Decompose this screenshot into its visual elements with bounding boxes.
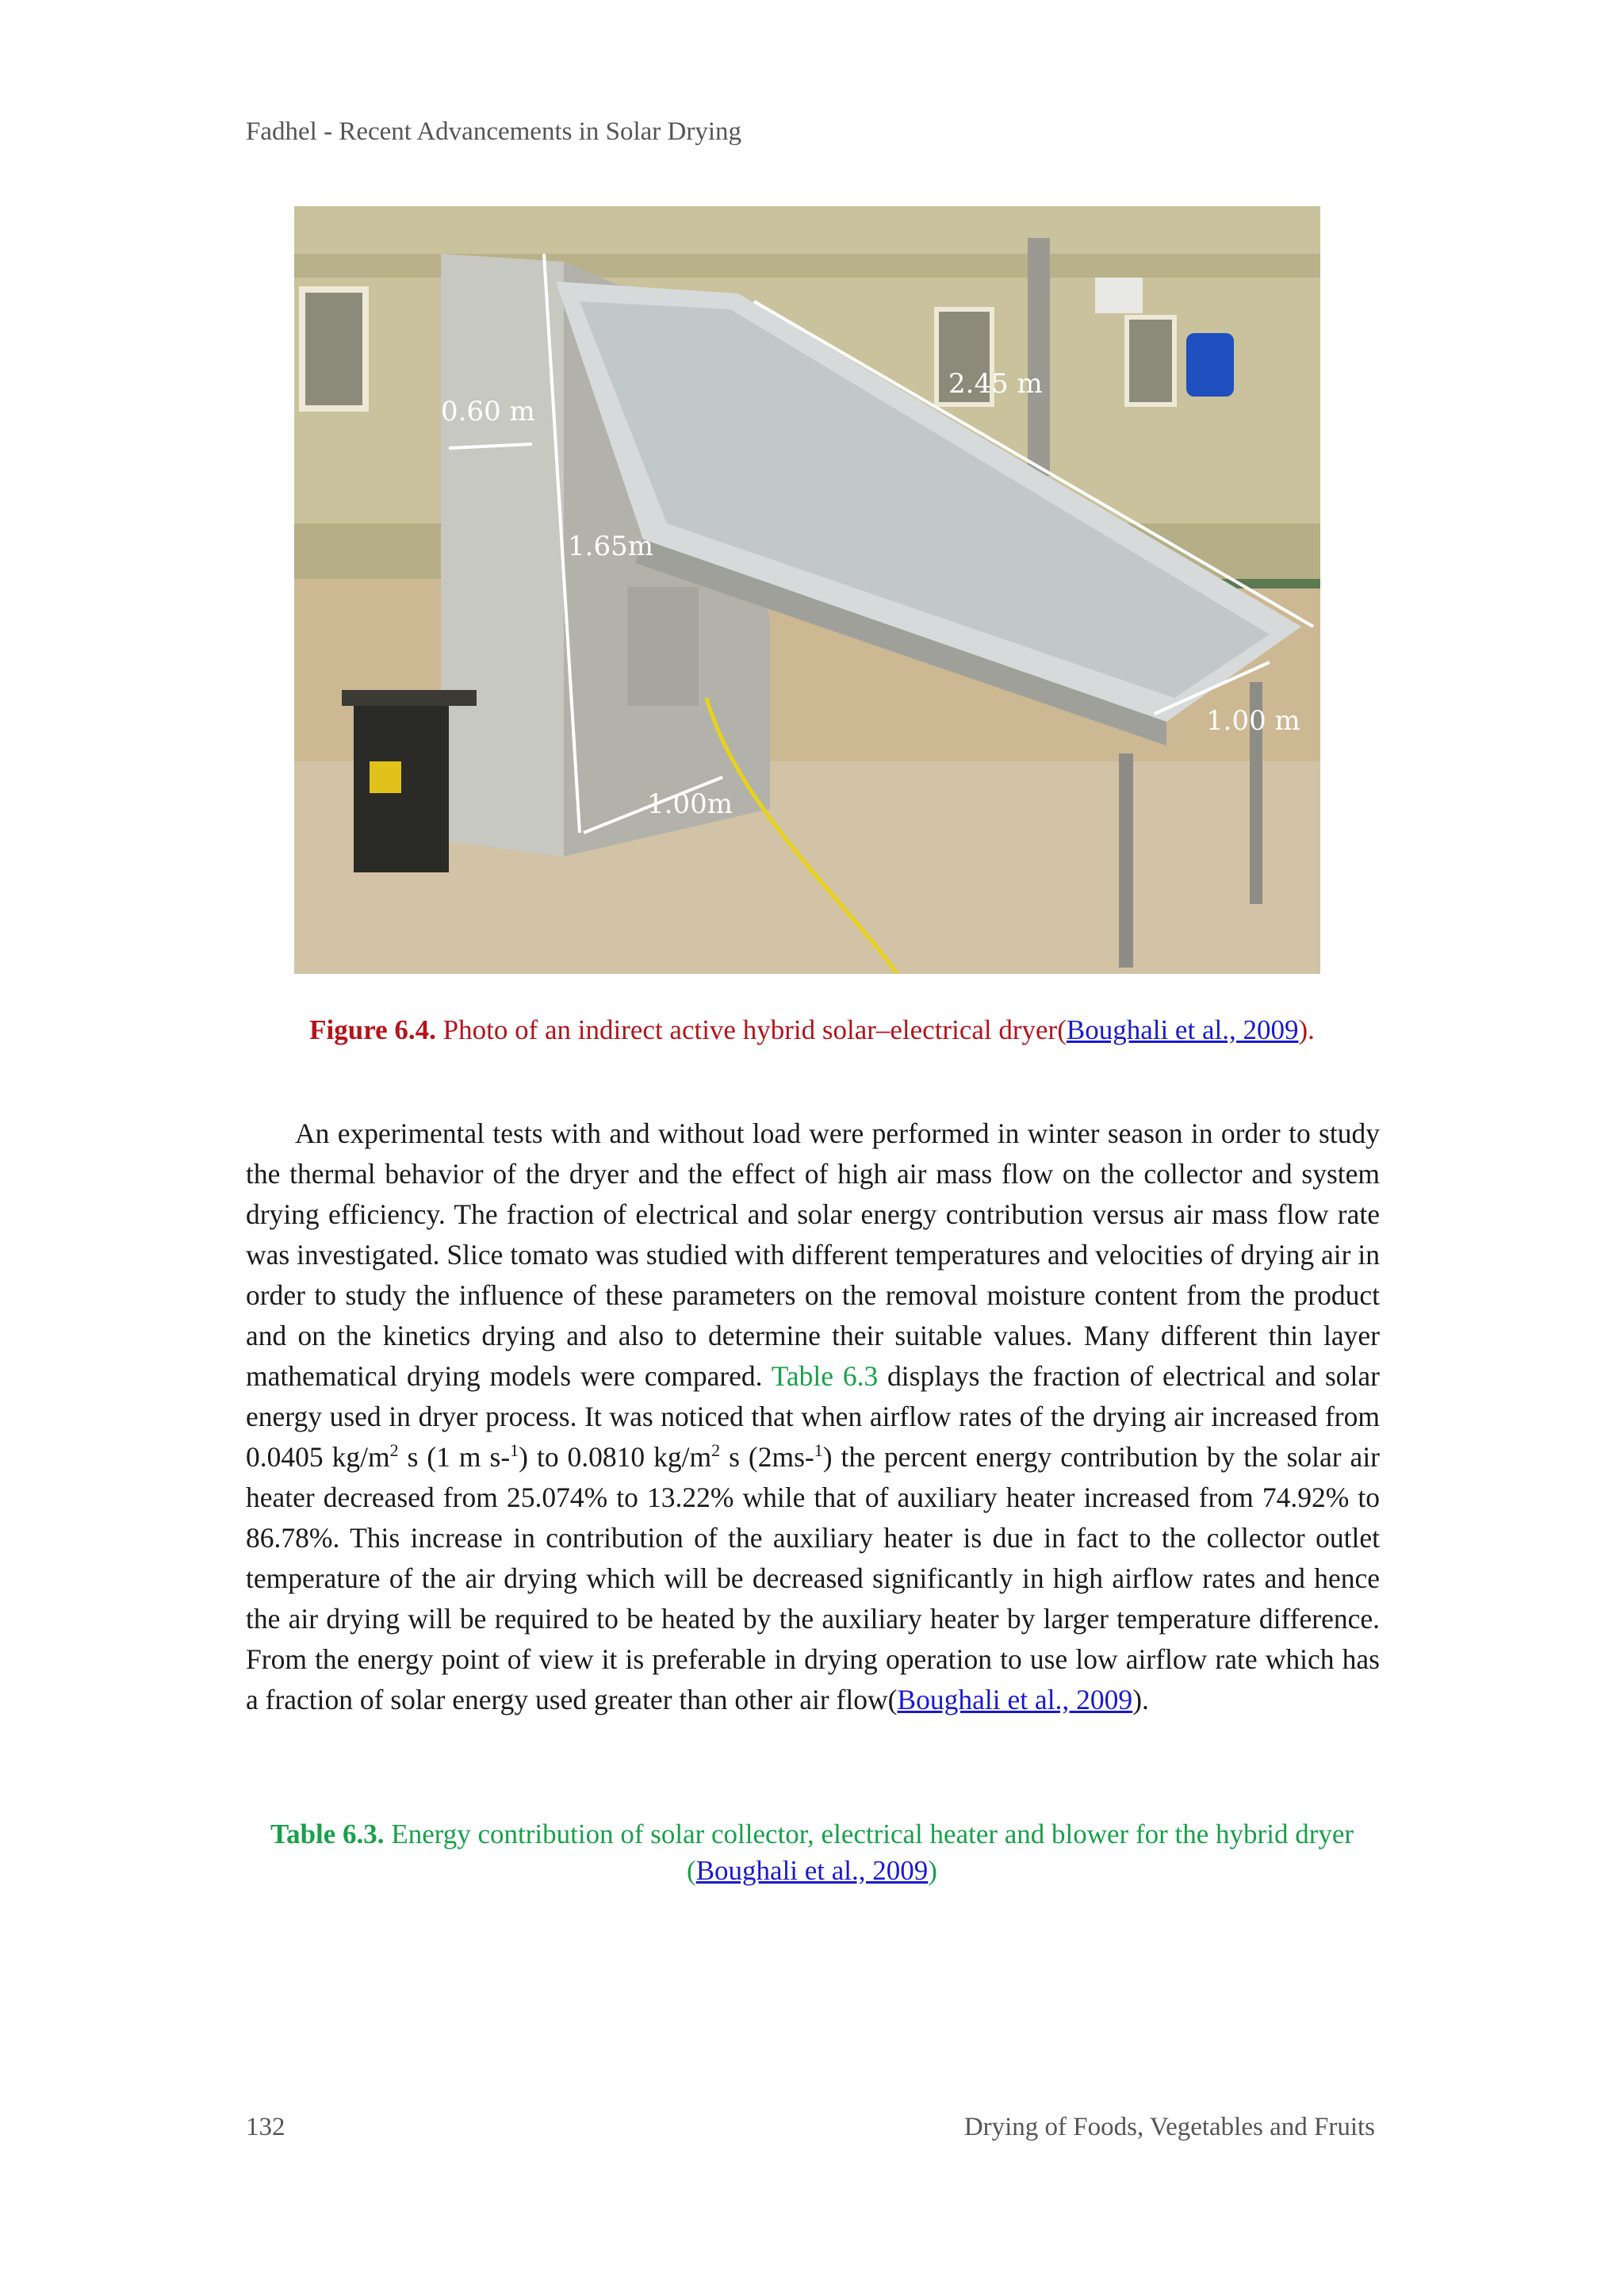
superscript: 1 [510,1440,519,1461]
dim-label-cabinet-width: 1.00m [647,788,733,820]
book-title: Drying of Foods, Vegetables and Fruits [963,2113,1375,2141]
body-text-part: s (2ms- [720,1441,814,1473]
table-caption-text: Energy contribution of solar collector, electrical heater and blower for the hybrid dryer ( [384,1819,1354,1886]
body-text-part: s (1 m s- [398,1441,511,1473]
table-caption [238,1816,1386,1889]
dim-label-height: 1.65m [568,531,653,562]
body-text-part: An experimental tests with and without load were performed in winter season in order to study the thermal behavior of the dryer and the effect of high air mass flow on the collector and system drying efficiency. The fraction of electrical and solar energy contribution versus air mass flow rate was investigated. Slice tomato was studied with different temperatures and velocities of drying air in order to study the influence of these parameters on the removal moisture content from the product and on the kinetics drying and also to determine their suitable values. Many different thin layer mathematical drying models were compared. [246,1117,1380,1392]
superscript: 1 [814,1440,823,1461]
superscript: 2 [711,1440,721,1461]
dim-label-collector-length: 2.45 m [948,368,1043,400]
table-reference-link[interactable]: Table 6.3 [771,1360,879,1392]
blue-barrel [1186,333,1234,397]
dim-label-depth: 0.60 m [441,396,535,427]
body-text-part: ) to 0.0810 kg/m [519,1441,712,1473]
body-citation-link[interactable]: Boughali et al., 2009 [897,1684,1133,1715]
table-caption-label: Table 6.3. [270,1819,385,1849]
superscript: 2 [389,1440,399,1461]
window [1127,317,1174,404]
drying-cabinet [441,254,564,857]
body-text-part: ). [1132,1684,1149,1715]
table-citation-link[interactable]: Boughali et al., 2009 [695,1855,929,1886]
table-caption-end: ) [928,1855,937,1886]
window [302,289,366,408]
body-text-part: displays the fraction of electrical and solar energy used in dryer process. It was noticed that when airflow rates of the drying air increased from 0.0405 kg/m [246,1360,1380,1473]
running-title: Fadhel - Recent Advancements in Solar Drying [246,117,742,146]
dim-label-collector-width: 1.00 m [1206,705,1300,737]
figure-caption-text: Photo of an indirect active hybrid solar–electrical dryer( [435,1014,1067,1045]
figure-citation-link[interactable]: Boughali et al., 2009 [1066,1014,1299,1045]
page-number: 132 [246,2113,285,2141]
body-paragraph [246,1114,1380,1720]
dryer-photo [294,206,1320,974]
figure-caption-label: Figure 6.4. [309,1014,436,1045]
figure-caption-end: ). [1298,1014,1315,1045]
body-text-part: ) the percent energy contribution by the solar air heater decreased from 25.074% to 13.22% while that of auxiliary heater increased from 74.92% to 86.78%. This increase in contribution of the auxiliary heater is due in fact to the collector outlet temperature of the air drying which will be decreased significantly in high airflow rates and hence the air drying will be required to be heated by the auxiliary heater by larger temperature difference. From the energy point of view it is preferable in drying operation to use low airflow rate which has a fraction of solar energy used greater than other air flow( [246,1441,1380,1715]
figure-caption [238,1012,1386,1048]
